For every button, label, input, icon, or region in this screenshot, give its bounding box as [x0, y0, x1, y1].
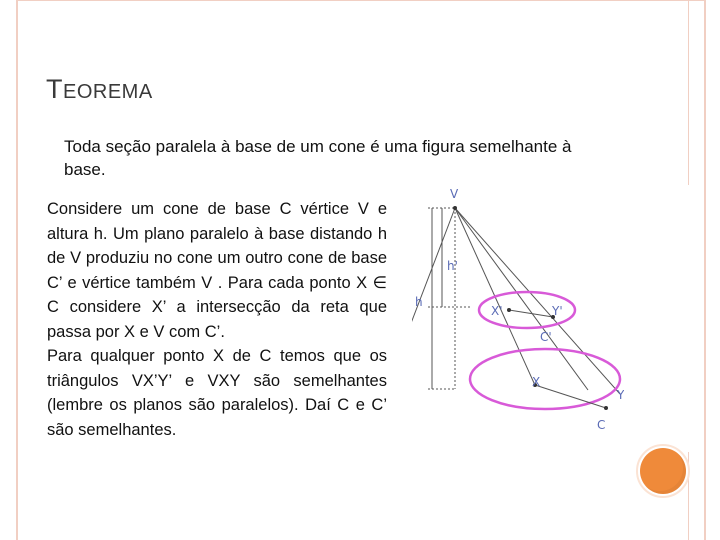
vertex-point	[453, 206, 457, 210]
label-y-prime: Y'	[552, 304, 563, 318]
cone-edge-right	[455, 208, 588, 390]
decorative-orange-circle	[640, 448, 686, 494]
point-x-prime	[507, 308, 511, 312]
point-y	[604, 406, 608, 410]
label-x-prime: X'	[491, 304, 503, 318]
label-y: Y	[617, 388, 624, 402]
cone-figure	[412, 184, 624, 436]
base-ellipse	[470, 349, 620, 409]
label-c-prime: C'	[540, 330, 552, 344]
label-c: C	[597, 418, 606, 432]
frame-left-border	[16, 0, 18, 540]
theorem-statement: Toda seção paralela à base de um cone é uma figura semelhante à base.	[64, 137, 572, 179]
explanation-paragraph-1: Considere um cone de base C vértice V e altura h. Um plano paralelo à base distando h de V produziu no cone um outro cone de base C’ e vértice também V . Para cada ponto X ∈ C considere X’ a intersecção da reta que passa por X e V com C’.	[47, 200, 387, 341]
label-height: h	[415, 295, 423, 309]
theorem-explanation	[47, 197, 387, 442]
cone-diagram	[412, 184, 624, 436]
ray-to-y	[455, 208, 620, 394]
explanation-paragraph-2: Para qualquer ponto X de C temos que os triângulos VX’Y’ e VXY são semelhantes (lembre os planos são paralelos). Daí C e C’ são semelhantes.	[47, 347, 387, 439]
frame-right-border	[704, 0, 706, 540]
frame-inner-rule-top	[688, 0, 689, 185]
label-small-height: h'	[447, 259, 458, 273]
title-first-letter: T	[46, 74, 63, 104]
label-x: X	[532, 375, 541, 389]
label-vertex: V	[450, 187, 459, 201]
frame-top-border	[16, 0, 706, 1]
title-rest: EOREMA	[63, 81, 153, 103]
slide-title	[46, 74, 153, 105]
segment-x-y	[535, 385, 606, 408]
